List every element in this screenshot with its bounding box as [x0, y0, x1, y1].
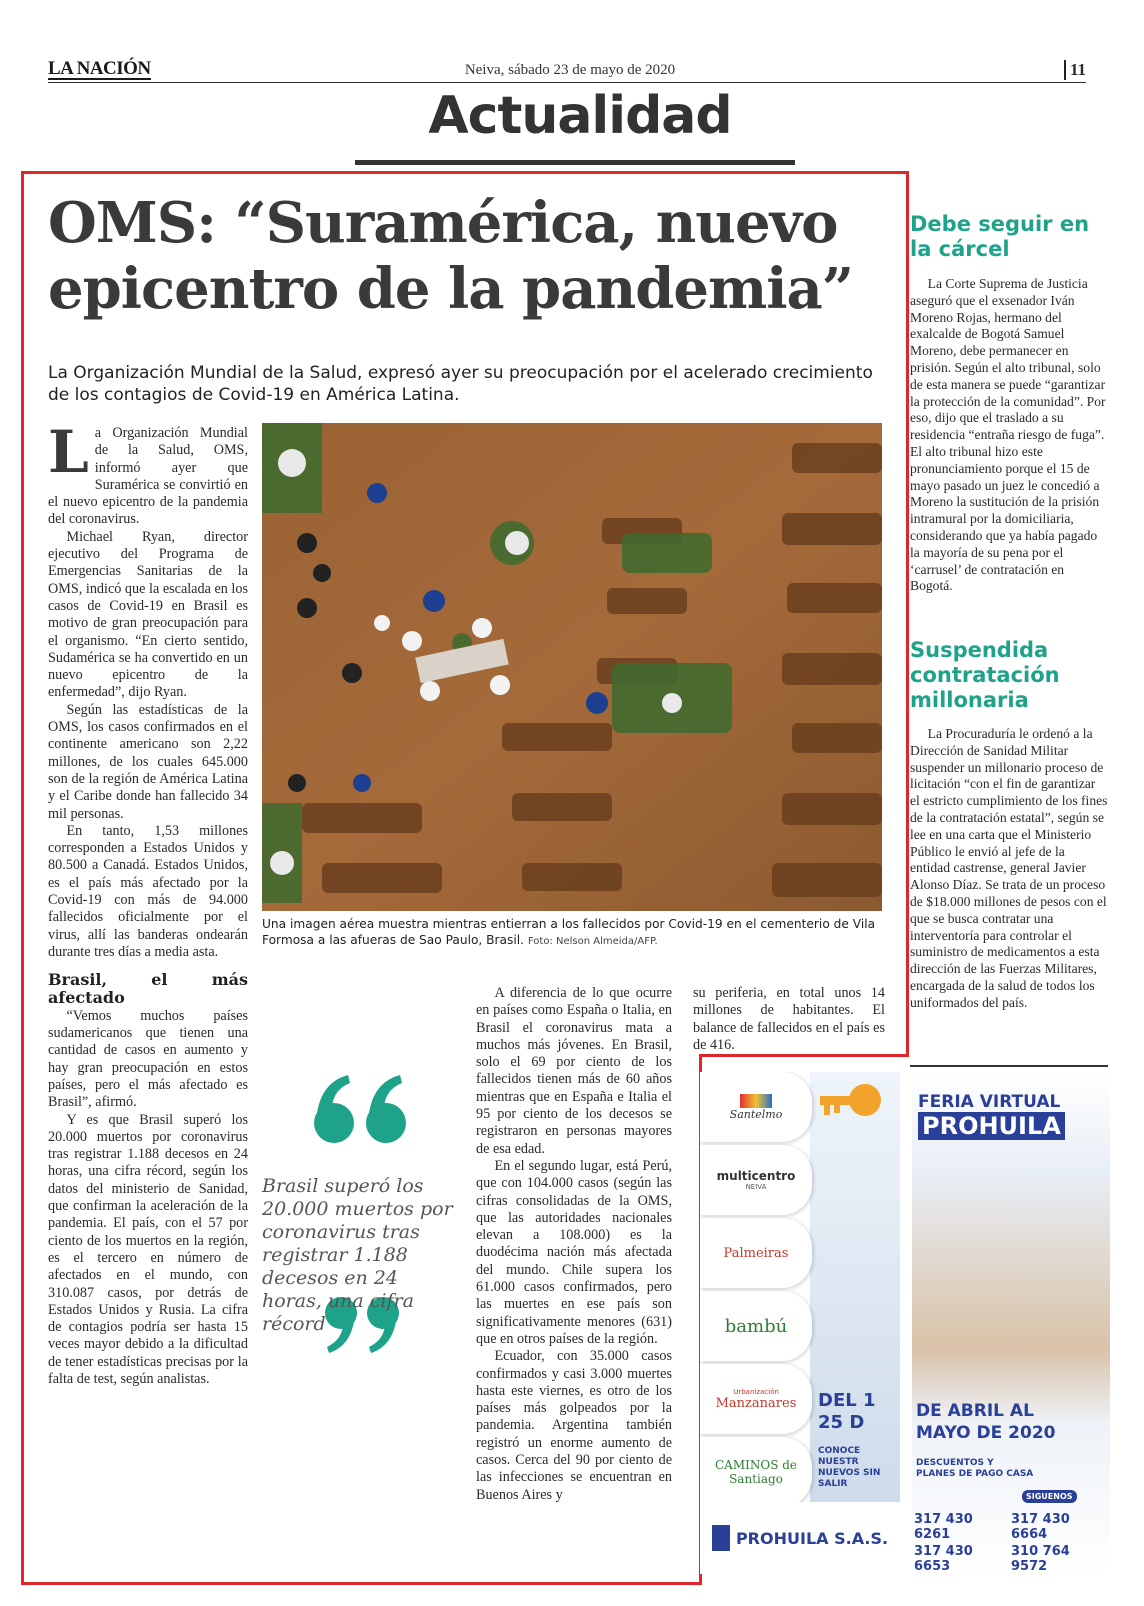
masthead-divider	[48, 82, 1086, 83]
phone-number: 317 430 6261	[914, 1512, 973, 1542]
article-column-1	[48, 418, 248, 1388]
ad-brand-tile	[700, 1364, 812, 1434]
ad-brand-name: multicentro	[716, 1169, 796, 1183]
feria-advertisement	[912, 1072, 1110, 1574]
sidebar-divider	[910, 1065, 1108, 1067]
ad-brand-sub: Urbanización	[733, 1387, 779, 1396]
paragraph: a Organización Mundial de la Salud, OMS, informó ayer que Suramérica se convirtió en el nuevo epicentro de la pandemia del coronavirus.	[48, 425, 248, 528]
sidebar-story-2-title: Suspendida contratación millonaria	[910, 638, 1060, 712]
ad-brand-tile	[700, 1437, 812, 1507]
paragraph: Según las estadísticas de la OMS, los casos confirmados en el continente americano son 2,22 millones, de los cuales 645.000 son de la región de América Latina y el Caribe donde han fallecido 34 mil personas.	[48, 701, 248, 822]
ad-footer	[700, 1502, 900, 1574]
ad-brand-tile	[700, 1072, 812, 1142]
paragraph: La Procuraduría le ordenó a la Dirección de Sanidad Militar suspender un millonario proceso de licitación “con el fin de garantizar el estricto cumplimiento de los fines de la contratación estatal”, según se lee en una carta que el Ministerio Público le envió al jefe de la entidad castrense, general Javier Alonso Díaz. Se trata de un proceso de $18.000 millones de pesos con el que se busca contratar una interventoría para controlar el suministro de medicamentos a esta dirección de las Fuerzas Militares, encargada de la salud de todos los uniformados del país.	[910, 726, 1108, 1010]
building-icon	[712, 1525, 730, 1551]
ad-dates-partial: DEL 1 25 D	[818, 1390, 876, 1433]
advertisement	[700, 1072, 900, 1574]
phone-list	[914, 1512, 1108, 1574]
issue-date: Neiva, sábado 23 de mayo de 2020	[464, 62, 676, 78]
paragraph: A diferencia de lo que ocurre en países como España o Italia, en Brasil el coronavirus mata a muchos más jóvenes. En Brasil, solo el 69 por ciento de los fallecidos tienen más de 60 años mientras que en España e Italia el 95 por ciento de los decesos se registraron en personas mayores de esa edad.	[476, 985, 672, 1157]
feria-title-1: FERIA VIRTUAL	[918, 1092, 1061, 1112]
article-column-4	[693, 985, 885, 1054]
photo-caption	[262, 916, 882, 950]
sidebar-story-1-title: Debe seguir en la cárcel	[910, 212, 1090, 261]
feria-title-2: PROHUILA	[918, 1112, 1065, 1140]
sidebar-story-1-body	[910, 276, 1108, 595]
caption-text: Una imagen aérea muestra mientras entierran a los fallecidos por Covid-19 en el cementerio de Vila Formosa a las afueras de Sao Paulo, Brasil.	[262, 917, 876, 947]
newspaper-logo: LA NACIÓN	[48, 58, 151, 79]
photo-credit: Foto: Nelson Almeida/AFP.	[527, 936, 658, 947]
paragraph: La Corte Suprema de Justicia aseguró que el exsenador Iván Moreno Rojas, hermano del exalcalde de Bogotá Samuel Moreno, debe permanecer en prisión. Según el alto tribunal, solo de esta manera se puede “garantizar la protección de la comunidad”. Por eso, dijo que el traslado a su residencia “entraña riesgo de fuga”. El alto tribunal hizo este pronunciamiento porque el 15 de mayo pasado un juez le concedió a Moreno la sustitución de la prisión intramural por la domiciliaria, considerando que ya había pagado la mayoría de su pena por el ‘carrusel’ de contratación en Bogotá.	[910, 276, 1106, 594]
article-subhead: La Organización Mundial de la Salud, expresó ayer su preocupación por el acelerado crecimiento de los contagios de Covid-19 en América Latina.	[48, 363, 873, 405]
ad-brand-name: Santelmo	[729, 1107, 783, 1121]
ad-brand-name: Palmeiras	[723, 1245, 789, 1261]
pull-quote-text: Brasil superó los 20.000 muertos por coronavirus tras registrar 1.188 decesos en 24 horas, una cifra récord	[262, 1175, 453, 1335]
section-title: Actualidad	[428, 86, 732, 146]
paragraph: Michael Ryan, director ejecutivo del Programa de Emergencias Sanitarias de la OMS, indicó que la escalada en los casos de Covid-19 en Brasil es motivo de gran preocupación para el organismo. “En cierto sentido, Sudamérica se ha convertido en un nuevo epicentro de la enfermedad”, dijo Ryan.	[48, 528, 248, 701]
phone-number: 317 430 6653	[914, 1544, 973, 1574]
page-number: 11	[1064, 60, 1086, 80]
phone-number: 317 430 6664	[1011, 1512, 1070, 1542]
paragraph: En el segundo lugar, está Perú, que con 104.000 casos (según las cifras consolidadas de la OMS, que las autoridades nacionales elevan a 108.000) es la duodécima nación más afectada del mundo. Chile supera los 61.000 casos confirmados, pero las muertes en ese país son significativamente menores (631) que en otros países de la región.	[476, 1157, 672, 1347]
ad-brand-name: CAMINOS de Santiago	[714, 1458, 798, 1486]
flag-icon	[740, 1094, 772, 1108]
paragraph: Ecuador, con 35.000 casos confirmados y casi 3.000 muertes hasta este viernes, es otro de los países más golpeados por la pandemia. Argentina también registró un enorme aumento de casos. Cerca del 90 por ciento de las infecciones se encuentran en Buenos Aires y	[476, 1348, 672, 1503]
ad-brand-sub: NEIVA	[745, 1183, 767, 1191]
follow-us-label: SIGUENOS	[1022, 1490, 1077, 1503]
section-bar	[355, 160, 795, 165]
phone-number: 310 764 9572	[1011, 1544, 1070, 1574]
paragraph: En tanto, 1,53 millones corresponden a Estados Unidos y 80.500 a Canadá. Estados Unidos, es el país más afectado por la Covid-19 con más de 94.000 fallecidos oficialmente por el virus, allí las banderas ondearán durante tres días a media asta.	[48, 822, 248, 960]
paragraph: su periferia, en total unos 14 millones de habitantes. El balance de fallecidos en el país es de 416.	[693, 985, 885, 1053]
paragraph: Y es que Brasil superó los 20.000 muertos por coronavirus tras registrar 1.188 decesos en 24 horas, una cifra récord, según los datos del ministerio de Sanidad, que confirman la aceleración de la pandemia. El país, con el 57 por ciento de los muertos en la región, es el tercero en número de afectados en el mundo, con 310.087 casos, por detrás de Estados Unidos y Rusia. La cifra de contagios podría ser hasta 15 veces mayor debido a la dificultad de tener estadísticas precisas por la falta de test, según analistas.	[48, 1111, 248, 1388]
article-subtitle: Brasil, el más afectado	[48, 970, 248, 1007]
article-column-3	[476, 985, 672, 1504]
ad-footer-brand: PROHUILA S.A.S.	[735, 1528, 889, 1548]
ad-brand-tile	[700, 1145, 812, 1215]
feria-description: DESCUENTOS Y PLANES DE PAGO CASA	[916, 1458, 1034, 1479]
highlight-frame-step	[699, 1054, 909, 1057]
keys-icon	[810, 1080, 890, 1150]
paragraph: “Vemos muchos países sudamericanos que tienen una cantidad de casos en aumento y hay gran preocupación en estos países, pero el más afectado es Brasil”, afirmó.	[48, 1007, 248, 1111]
ad-brand-tile	[700, 1291, 812, 1361]
ad-brand-tile	[700, 1218, 812, 1288]
drop-cap: L	[48, 418, 89, 486]
cemetery-aerial-photo	[262, 423, 882, 911]
ad-brand-name: bambú	[724, 1315, 788, 1337]
open-quote-icon	[304, 1065, 424, 1155]
sidebar-story-2-body	[910, 726, 1108, 1012]
feria-dates: DE ABRIL AL MAYO DE 2020	[916, 1401, 1056, 1443]
ad-brand-list	[700, 1072, 812, 1510]
article-headline: OMS: “Suramérica, nuevo epicentro de la pandemia”	[48, 190, 854, 322]
ad-brand-name: Manzanares	[715, 1395, 797, 1411]
ad-conoce-partial: CONOCE NUESTR NUEVOS SIN SALIR	[818, 1446, 881, 1489]
